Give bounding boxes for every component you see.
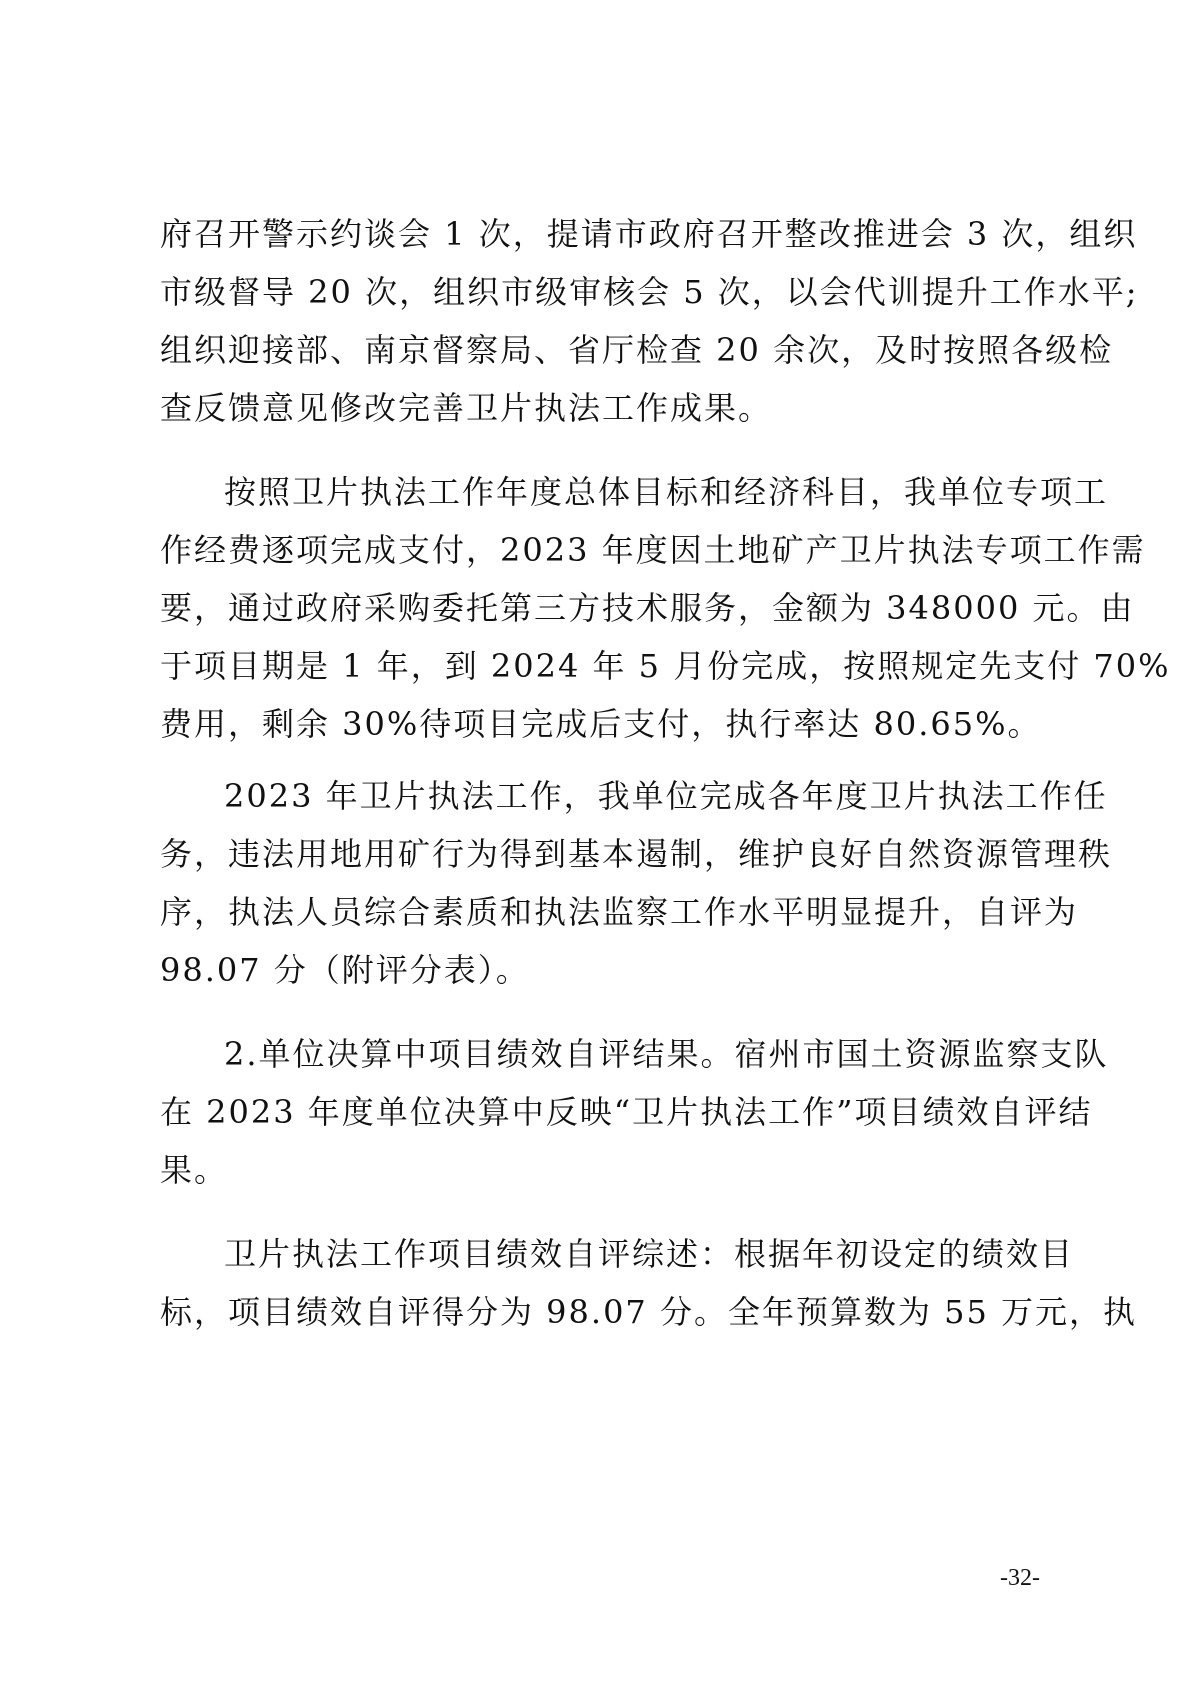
paragraph-3-line-4: 98.07 分（附评分表）。 xyxy=(160,951,530,989)
paragraph-5-line-2: 标，项目绩效自评得分为 98.07 分。全年预算数为 55 万元，执 xyxy=(160,1293,1138,1331)
paragraph-2-line-4: 于项目期是 1 年，到 2024 年 5 月份完成，按照规定先支付 70% xyxy=(160,647,1171,685)
paragraph-1-line-3: 组织迎接部、南京督察局、省厅检查 20 余次，及时按照各级检 xyxy=(160,331,1114,369)
paragraph-3-line-3: 序，执法人员综合素质和执法监察工作水平明显提升，自评为 xyxy=(160,893,1079,931)
paragraph-2-line-1: 按照卫片执法工作年度总体目标和经济科目，我单位专项工 xyxy=(224,473,1109,511)
paragraph-1-line-2: 市级督导 20 次，组织市级审核会 5 次，以会代训提升工作水平; xyxy=(160,273,1139,311)
paragraph-2-line-3: 要，通过政府采购委托第三方技术服务，金额为 348000 元。由 xyxy=(160,589,1135,627)
paragraph-1-line-4: 查反馈意见修改完善卫片执法工作成果。 xyxy=(160,389,773,427)
paragraph-2-line-2: 作经费逐项完成支付，2023 年度因土地矿产卫片执法专项工作需 xyxy=(160,531,1146,569)
paragraph-4-line-3: 果。 xyxy=(160,1151,229,1189)
paragraph-5-line-1: 卫片执法工作项目绩效自评综述：根据年初设定的绩效目 xyxy=(224,1235,1075,1273)
paragraph-3-line-1: 2023 年卫片执法工作，我单位完成各年度卫片执法工作任 xyxy=(224,777,1108,815)
paragraph-4-line-2: 在 2023 年度单位决算中反映“卫片执法工作”项目绩效自评结 xyxy=(160,1093,1093,1131)
paragraph-4-line-1: 2.单位决算中项目绩效自评结果。宿州市国土资源监察支队 xyxy=(224,1035,1109,1073)
paragraph-1-line-1: 府召开警示约谈会 1 次，提请市政府召开整改推进会 3 次，组织 xyxy=(160,215,1138,253)
paragraph-3-line-2: 务，违法用地用矿行为得到基本遏制，维护良好自然资源管理秩 xyxy=(160,835,1113,873)
paragraph-2-line-5: 费用，剩余 30%待项目完成后支付，执行率达 80.65%。 xyxy=(160,705,1042,743)
page-number: -32- xyxy=(1000,1565,1040,1591)
